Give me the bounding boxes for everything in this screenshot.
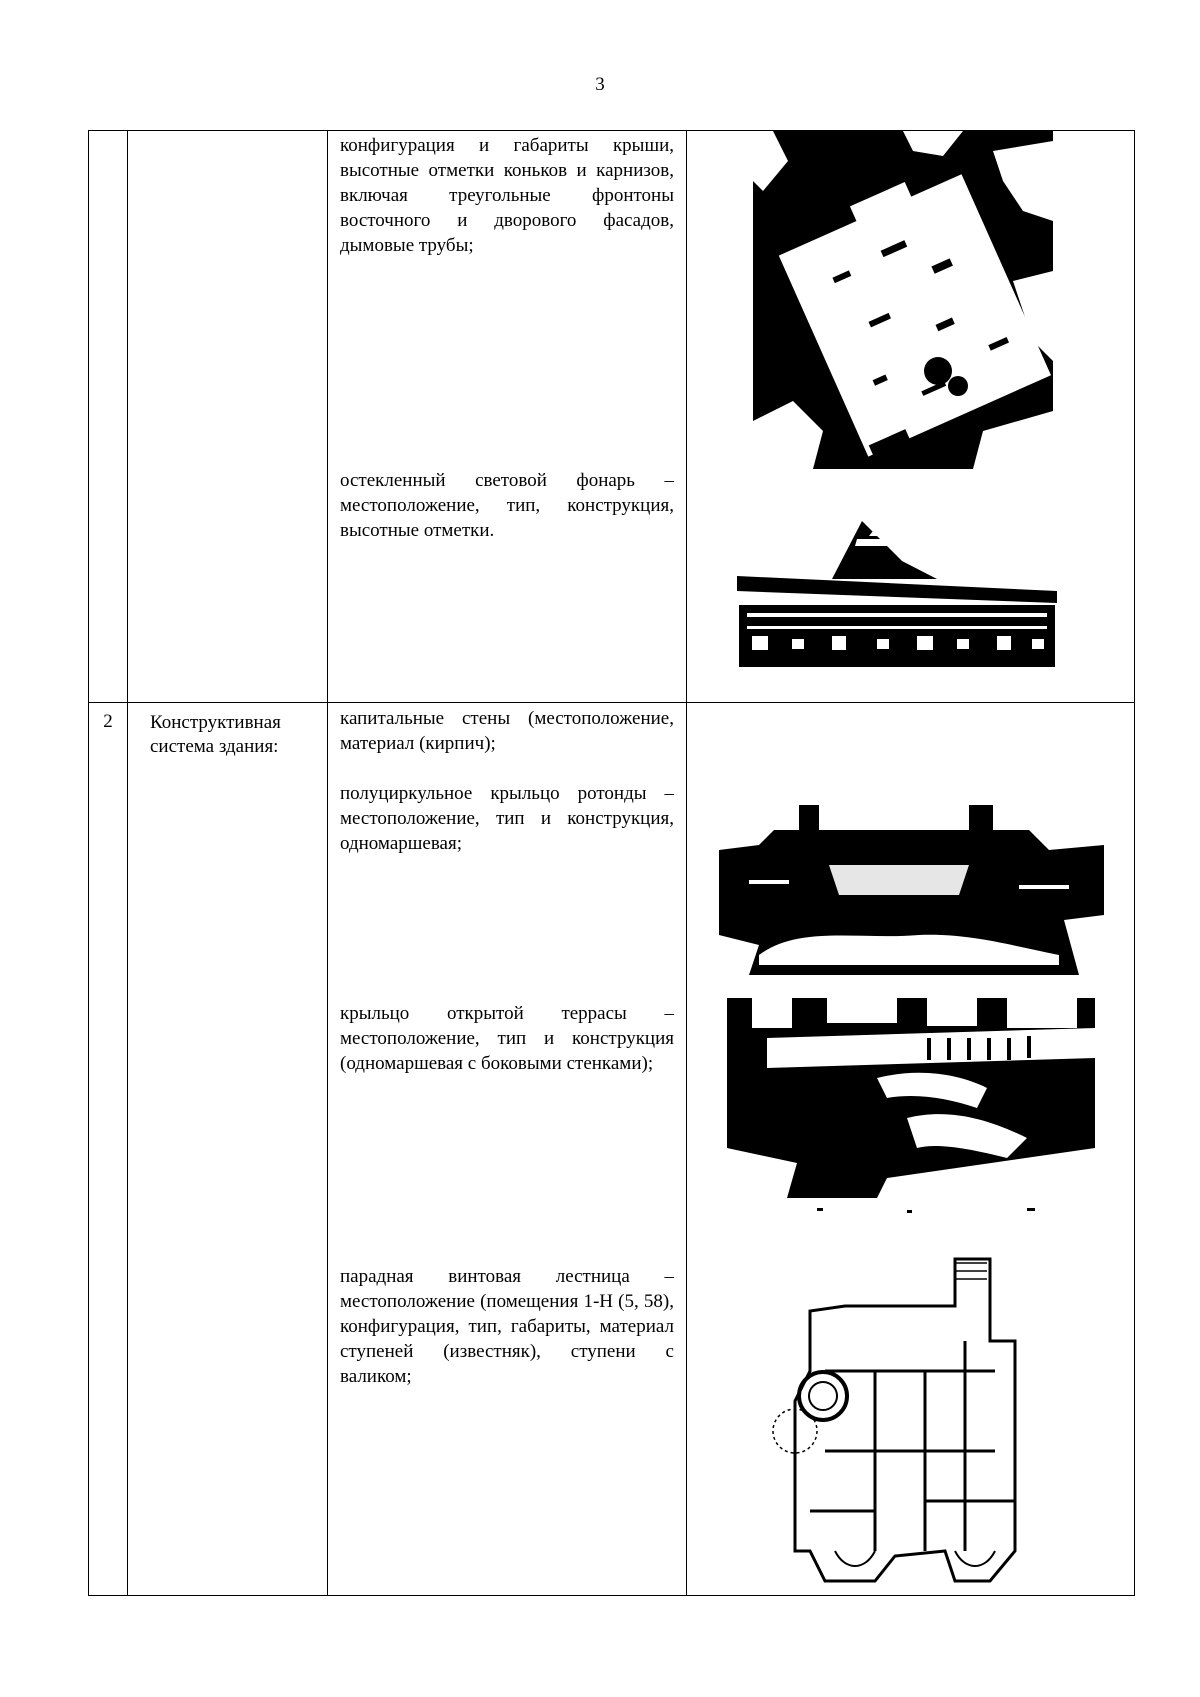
- item-roof-text: конфигурация и габариты крыши, высотные отметки коньков и карнизов, включая треугольные фронтоны восточного и дворового фасадов, дымовые трубы;: [340, 135, 674, 256]
- row-number-cell: [89, 131, 128, 703]
- image-cell: [687, 131, 1135, 703]
- row-label-cell: [128, 131, 328, 703]
- elements-table: [88, 130, 1135, 1596]
- item-staircase-text: парадная винтовая лестница – местоположение (помещения 1-Н (5, 58), конфигурация, тип, габариты, материал ступеней (известняк), ступени с валиком;: [340, 1266, 674, 1387]
- item-terrace-porch-text: крыльцо открытой террасы – местоположение, тип и конструкция (одномаршевая с боковыми стенками);: [340, 1003, 674, 1074]
- aerial-roof-photo: [753, 131, 1053, 469]
- skylight-photo: [737, 521, 1057, 671]
- row-number-cell: 2: [89, 703, 128, 1596]
- item-walls-text: капитальные стены (местоположение, материал (кирпич);: [340, 708, 674, 754]
- floor-plan-drawing: [765, 1251, 1045, 1591]
- page-number: 3: [595, 74, 605, 95]
- table-row: [89, 131, 1135, 703]
- description-cell: [328, 703, 687, 1596]
- rotunda-porch-photo: [719, 805, 1104, 975]
- table-row: [89, 703, 1135, 1596]
- item-skylight-text: остекленный световой фонарь – местоположение, тип, конструкция, высотные отметки.: [340, 470, 674, 541]
- terrace-porch-photo: [727, 998, 1095, 1216]
- row-label-cell: Конструктивная система здания:: [128, 703, 328, 1596]
- description-cell: [328, 131, 687, 703]
- item-rotunda-porch-text: полуциркульное крыльцо ротонды – местоположение, тип и конструкция, одномаршевая;: [340, 783, 674, 854]
- image-cell: [687, 703, 1135, 1596]
